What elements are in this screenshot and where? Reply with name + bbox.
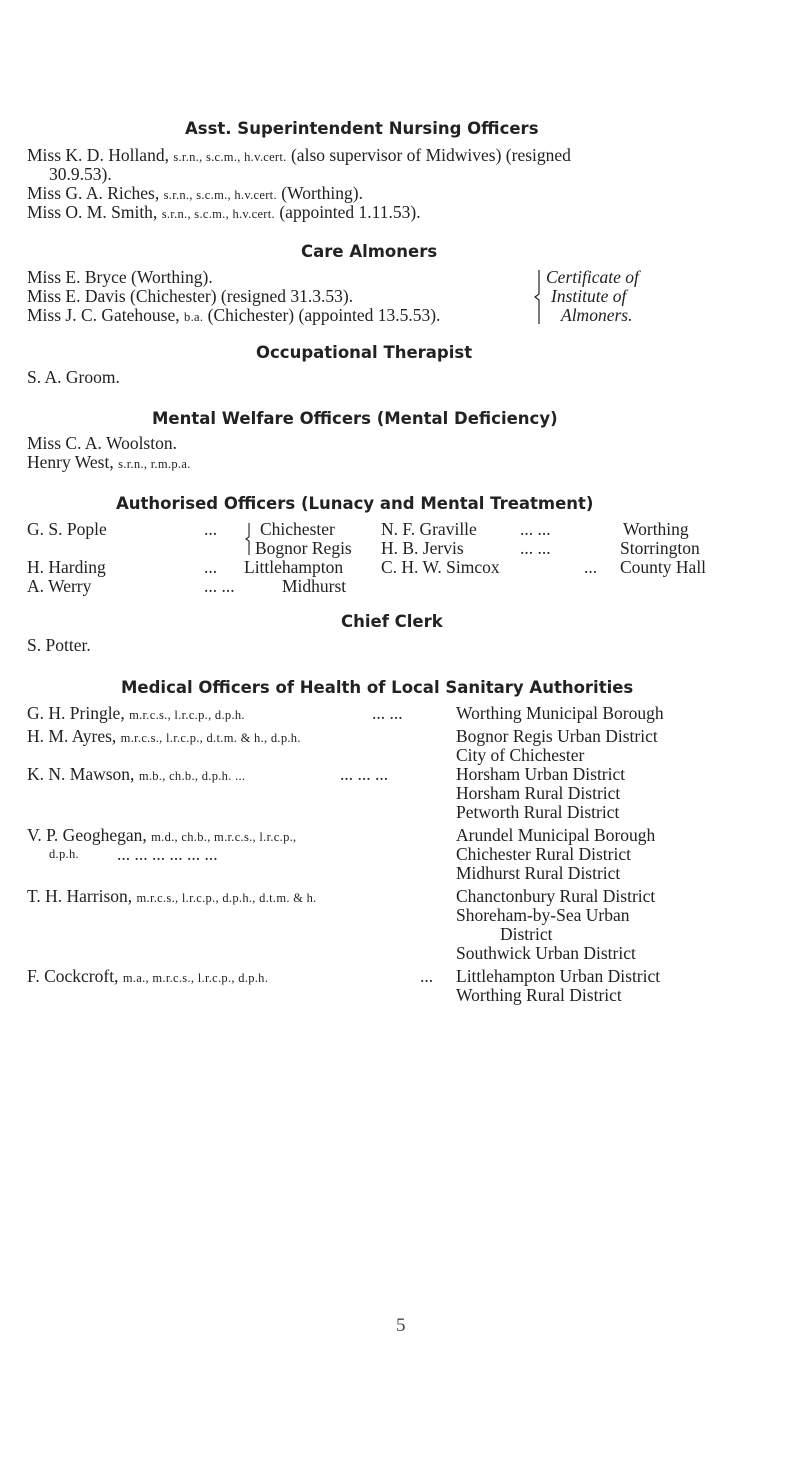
- medical-officer: [27, 967, 268, 988]
- heading-mental-welfare: Mental Welfare Officers (Mental Deficiency): [152, 409, 558, 428]
- heading-medical-officers: Medical Officers of Health of Local Sanitary Authorities: [121, 678, 634, 697]
- officer-quals: s.r.n., s.c.m., h.v.cert.: [161, 207, 275, 221]
- certificate-note: Almoners.: [561, 305, 633, 325]
- medical-officer: [27, 765, 245, 786]
- medical-officer: [27, 704, 245, 725]
- leader-dots: ...: [204, 557, 218, 577]
- authorised-officer-name: H. B. Jervis: [381, 538, 464, 558]
- medical-officer-name: H. M. Ayres,: [27, 726, 121, 746]
- medical-officer: [27, 887, 317, 908]
- district: Petworth Rural District: [456, 802, 620, 822]
- medical-officer-name: K. N. Mawson,: [27, 764, 139, 784]
- authorised-officer-name: A. Werry: [27, 576, 92, 596]
- almoner-quals: b.a.: [184, 310, 204, 324]
- medical-officer-name: V. P. Geoghegan,: [27, 825, 152, 845]
- almoner-line: Miss E. Davis (Chichester) (resigned 31.3.53).: [27, 286, 354, 306]
- authorised-officer-name: H. Harding: [27, 557, 106, 577]
- officer-quals: s.r.n., s.c.m., h.v.cert.: [163, 188, 277, 202]
- officer-name: Miss O. M. Smith,: [27, 202, 162, 222]
- officer-quals: s.r.n., s.c.m., h.v.cert.: [173, 150, 287, 164]
- district: District: [500, 924, 553, 944]
- district: Horsham Urban District: [456, 764, 626, 784]
- authorised-officer-place: Littlehampton: [244, 557, 344, 577]
- brace-icon: [244, 521, 252, 557]
- district: Horsham Rural District: [456, 783, 621, 803]
- district: Southwick Urban District: [456, 943, 636, 963]
- leader-dots: ... ...: [372, 703, 403, 723]
- medical-officer-quals: m.r.c.s., l.r.c.p., d.t.m. & h., d.p.h.: [120, 731, 301, 745]
- chief-clerk-name: S. Potter.: [27, 635, 91, 655]
- welfare-officer-name: Henry West,: [27, 452, 119, 472]
- district: City of Chichester: [456, 745, 585, 765]
- heading-asst-superintendent: Asst. Superintendent Nursing Officers: [185, 119, 539, 138]
- officer-name: Miss K. D. Holland,: [27, 145, 174, 165]
- district: Littlehampton Urban District: [456, 966, 661, 986]
- officer-line: [27, 203, 421, 224]
- heading-authorised-officers: Authorised Officers (Lunacy and Mental Treatment): [116, 494, 594, 513]
- leader-dots: ...: [420, 966, 434, 986]
- authorised-officer-place: Midhurst: [282, 576, 347, 596]
- welfare-officer: Miss C. A. Woolston.: [27, 433, 177, 453]
- district: Midhurst Rural District: [456, 863, 621, 883]
- medical-officer-name: F. Cockcroft,: [27, 966, 123, 986]
- therapist-name: S. A. Groom.: [27, 367, 120, 387]
- leader-dots: ...: [584, 557, 598, 577]
- authorised-officer-place: Storrington: [620, 538, 700, 558]
- heading-care-almoners: Care Almoners: [301, 242, 438, 261]
- district: Chichester Rural District: [456, 844, 631, 864]
- almoner-line: Miss E. Bryce (Worthing).: [27, 267, 213, 287]
- district: Shoreham-by-Sea Urban: [456, 905, 630, 925]
- heading-chief-clerk: Chief Clerk: [341, 612, 443, 631]
- medical-officer-quals: m.b., ch.b., d.p.h. ...: [138, 769, 246, 783]
- district: Bognor Regis Urban District: [456, 726, 658, 746]
- medical-officer: [27, 727, 301, 748]
- leader-dots: ... ...: [204, 576, 235, 596]
- medical-officer-name: G. H. Pringle,: [27, 703, 130, 723]
- medical-officer-quals: m.d., ch.b., m.r.c.s., l.r.c.p.,: [151, 830, 297, 844]
- certificate-note: Institute of: [551, 286, 627, 306]
- officer-name: Miss G. A. Riches,: [27, 183, 164, 203]
- medical-officer-quals: m.r.c.s., l.r.c.p., d.p.h., d.t.m. & h.: [136, 891, 317, 905]
- authorised-officer-place: Chichester: [260, 519, 335, 539]
- leader-dots: ... ...: [520, 519, 551, 539]
- brace-icon: [533, 268, 543, 326]
- district: Worthing Municipal Borough: [456, 703, 664, 723]
- district: Chanctonbury Rural District: [456, 886, 656, 906]
- officer-note-cont: 30.9.53).: [49, 164, 112, 184]
- welfare-officer-quals: s.r.n., r.m.p.a.: [118, 457, 191, 471]
- medical-officer-name: T. H. Harrison,: [27, 886, 137, 906]
- authorised-officer-name: G. S. Pople: [27, 519, 107, 539]
- authorised-officer-place: County Hall: [620, 557, 707, 577]
- authorised-officer-place: Worthing: [623, 519, 689, 539]
- almoner-note: (Chichester) (appointed 13.5.53).: [203, 305, 441, 325]
- heading-occupational-therapist: Occupational Therapist: [256, 343, 473, 362]
- leader-dots: ... ...: [520, 538, 551, 558]
- almoner-name: Miss J. C. Gatehouse,: [27, 305, 185, 325]
- district: Worthing Rural District: [456, 985, 622, 1005]
- authorised-officer-place: Bognor Regis: [255, 538, 352, 558]
- authorised-officer-name: N. F. Graville: [381, 519, 477, 539]
- medical-officer-quals: m.a., m.r.c.s., l.r.c.p., d.p.h.: [122, 971, 269, 985]
- officer-note: (Worthing).: [276, 183, 363, 203]
- leader-dots: ...: [204, 519, 218, 539]
- certificate-note: Certificate of: [546, 267, 639, 287]
- medical-officer-quals: m.r.c.s., l.r.c.p., d.p.h.: [129, 708, 245, 722]
- leader-dots: ... ... ...: [340, 764, 389, 784]
- welfare-officer: [27, 453, 191, 474]
- almoner-line: [27, 306, 440, 327]
- leader-dots: ... ... ... ... ... ...: [117, 844, 218, 864]
- authorised-officer-name: C. H. W. Simcox: [381, 557, 500, 577]
- officer-note: (appointed 1.11.53).: [274, 202, 421, 222]
- medical-officer-quals-cont: d.p.h.: [49, 847, 79, 861]
- page-number: 5: [396, 1315, 406, 1336]
- officer-note: (also supervisor of Midwives) (resigned: [286, 145, 571, 165]
- district: Arundel Municipal Borough: [456, 825, 656, 845]
